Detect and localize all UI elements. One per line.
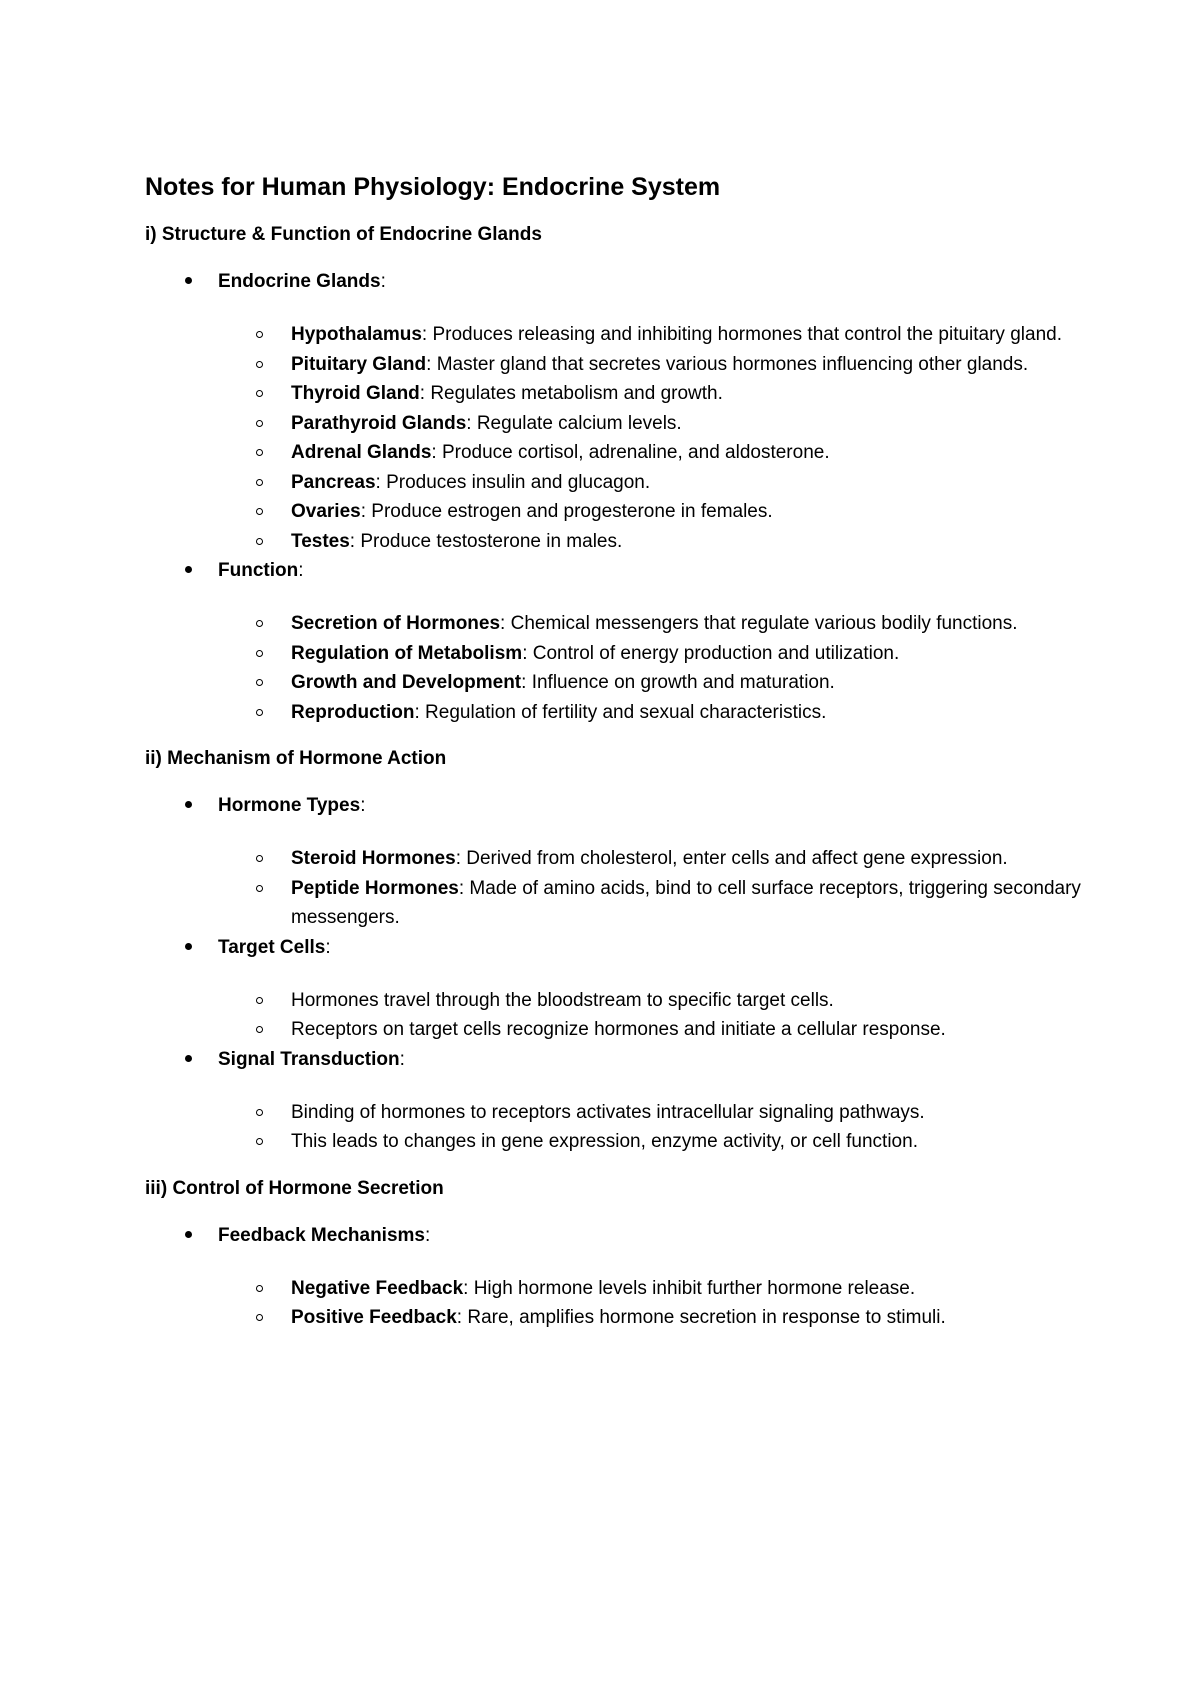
sub-list-item xyxy=(218,379,1085,409)
bullet-label xyxy=(218,933,1085,962)
hollow-circle-bullet-icon xyxy=(256,709,263,716)
bullet-item xyxy=(145,267,1085,556)
bullet-label-term: Hormone Types xyxy=(218,795,361,816)
term-name: Hypothalamus xyxy=(291,324,422,345)
sub-list-item xyxy=(218,1098,1085,1128)
bullet-dot-icon xyxy=(185,1055,192,1062)
term-name: Pancreas xyxy=(291,471,376,493)
bullet-label-suffix: : xyxy=(380,271,386,292)
term-name: Negative Feedback xyxy=(291,1277,464,1299)
term-name: Adrenal Glands xyxy=(291,442,432,463)
term-description: Binding of hormones to receptors activates intracellular signaling pathways. xyxy=(291,1101,925,1123)
bullet-item xyxy=(145,1221,1085,1333)
hollow-circle-bullet-icon xyxy=(256,1285,263,1292)
term-name: Positive Feedback xyxy=(291,1307,457,1328)
sub-list-item xyxy=(218,1303,1085,1333)
term-description: This leads to changes in gene expression, enzyme activity, or cell function. xyxy=(291,1131,918,1152)
term-name: Ovaries xyxy=(291,501,361,522)
sub-list-item xyxy=(218,609,1085,639)
bullet-dot-icon xyxy=(185,801,192,808)
term-name: Secretion of Hormones xyxy=(291,613,501,634)
term-description: : Produces releasing and inhibiting hormones that control the pituitary gland. xyxy=(421,324,1062,345)
bullet-item xyxy=(145,791,1085,933)
bullet-label-suffix: : xyxy=(424,1224,431,1246)
sub-list-item xyxy=(218,844,1085,874)
term-description: : Master gland that secretes various hormones influencing other glands. xyxy=(426,353,1029,375)
term-description: : Produce estrogen and progesterone in females. xyxy=(360,501,773,522)
section-heading: ii) Mechanism of Hormone Action xyxy=(145,748,447,769)
term-description: : Derived from cholesterol, enter cells and affect gene expression. xyxy=(455,848,1008,869)
bullet-label xyxy=(218,1045,1085,1074)
hollow-circle-bullet-icon xyxy=(256,449,263,456)
bullet-label-term: Signal Transduction xyxy=(218,1048,400,1070)
document-section xyxy=(145,1176,1085,1333)
term-name: Steroid Hormones xyxy=(291,848,456,869)
bullet-list xyxy=(145,791,1085,1157)
sub-list-item xyxy=(218,1127,1085,1157)
term-name: Testes xyxy=(291,530,350,552)
section-heading: i) Structure & Function of Endocrine Glands xyxy=(145,224,542,245)
bullet-label-suffix: : xyxy=(360,795,366,816)
sub-list xyxy=(218,986,1085,1045)
bullet-list xyxy=(145,1221,1085,1333)
term-name: Reproduction xyxy=(291,701,415,723)
hollow-circle-bullet-icon xyxy=(256,650,263,657)
bullet-label-term: Endocrine Glands xyxy=(218,271,381,292)
hollow-circle-bullet-icon xyxy=(256,1109,263,1116)
hollow-circle-bullet-icon xyxy=(256,679,263,686)
term-description: : Produces insulin and glucagon. xyxy=(375,471,651,493)
document-section xyxy=(145,746,1085,1157)
term-name: Pituitary Gland xyxy=(291,353,427,375)
hollow-circle-bullet-icon xyxy=(256,1026,263,1033)
hollow-circle-bullet-icon xyxy=(256,538,263,545)
sub-list-item xyxy=(218,986,1085,1016)
bullet-label-term: Function xyxy=(218,560,299,581)
term-name: Parathyroid Glands xyxy=(291,412,467,434)
sub-list-item xyxy=(218,468,1085,498)
sub-list-item xyxy=(218,350,1085,380)
bullet-item xyxy=(145,1045,1085,1157)
document-section xyxy=(145,222,1085,727)
hollow-circle-bullet-icon xyxy=(256,855,263,862)
bullet-item xyxy=(145,556,1085,727)
sub-list-item xyxy=(218,320,1085,350)
bullet-dot-icon xyxy=(185,277,192,284)
term-description: Receptors on target cells recognize hormones and initiate a cellular response. xyxy=(291,1019,946,1040)
hollow-circle-bullet-icon xyxy=(256,479,263,486)
sub-list xyxy=(218,1098,1085,1157)
term-description: Hormones travel through the bloodstream to specific target cells. xyxy=(291,989,834,1011)
hollow-circle-bullet-icon xyxy=(256,390,263,397)
bullet-dot-icon xyxy=(185,1231,192,1238)
hollow-circle-bullet-icon xyxy=(256,620,263,627)
sub-list xyxy=(218,844,1085,933)
sub-list-item xyxy=(218,1274,1085,1304)
bullet-label-suffix: : xyxy=(298,560,304,581)
sub-list-item xyxy=(218,527,1085,557)
sub-list-item xyxy=(218,668,1085,698)
bullet-label-term: Feedback Mechanisms xyxy=(218,1224,425,1246)
sub-list-item xyxy=(218,409,1085,439)
term-name: Thyroid Gland xyxy=(291,383,420,404)
term-description: : Made of amino acids, bind to cell surface receptors, triggering secondary messengers. xyxy=(291,877,1081,928)
hollow-circle-bullet-icon xyxy=(256,361,263,368)
term-name: Peptide Hormones xyxy=(291,877,459,899)
hollow-circle-bullet-icon xyxy=(256,331,263,338)
sub-list-item xyxy=(218,639,1085,669)
term-name: Growth and Development xyxy=(291,672,522,693)
sub-list-item xyxy=(218,698,1085,728)
term-name: Regulation of Metabolism xyxy=(291,642,523,664)
document-page xyxy=(145,170,1085,1333)
section-heading: iii) Control of Hormone Secretion xyxy=(145,1177,444,1199)
bullet-list xyxy=(145,267,1085,727)
hollow-circle-bullet-icon xyxy=(256,885,263,892)
hollow-circle-bullet-icon xyxy=(256,1138,263,1145)
bullet-dot-icon xyxy=(185,566,192,573)
sub-list-item xyxy=(218,874,1085,933)
term-description: : Regulation of fertility and sexual characteristics. xyxy=(414,701,827,723)
bullet-label-term: Target Cells xyxy=(218,936,326,958)
sub-list xyxy=(218,320,1085,556)
term-description: : Regulate calcium levels. xyxy=(466,412,682,434)
term-description: : Regulates metabolism and growth. xyxy=(419,383,723,404)
hollow-circle-bullet-icon xyxy=(256,1314,263,1321)
term-description: : Influence on growth and maturation. xyxy=(521,672,835,693)
sub-list xyxy=(218,609,1085,727)
sub-list xyxy=(218,1274,1085,1333)
term-description: : Control of energy production and utilization. xyxy=(522,642,900,664)
bullet-label xyxy=(218,267,1085,296)
bullet-label xyxy=(218,556,1085,585)
bullet-label xyxy=(218,1221,1085,1250)
bullet-dot-icon xyxy=(185,943,192,950)
term-description: : Chemical messengers that regulate various bodily functions. xyxy=(500,613,1018,634)
hollow-circle-bullet-icon xyxy=(256,997,263,1004)
term-description: : Rare, amplifies hormone secretion in response to stimuli. xyxy=(456,1307,946,1328)
sub-list-item xyxy=(218,1015,1085,1045)
sub-list-item xyxy=(218,438,1085,468)
sub-list-item xyxy=(218,497,1085,527)
term-description: : Produce testosterone in males. xyxy=(349,530,623,552)
bullet-item xyxy=(145,933,1085,1045)
bullet-label-suffix: : xyxy=(325,936,331,958)
document-title: Notes for Human Physiology: Endocrine System xyxy=(145,173,721,201)
term-description: : High hormone levels inhibit further hormone release. xyxy=(463,1277,916,1299)
bullet-label-suffix: : xyxy=(399,1048,405,1070)
hollow-circle-bullet-icon xyxy=(256,420,263,427)
term-description: : Produce cortisol, adrenaline, and aldosterone. xyxy=(431,442,830,463)
bullet-label xyxy=(218,791,1085,820)
document-body xyxy=(145,222,1085,1333)
hollow-circle-bullet-icon xyxy=(256,508,263,515)
